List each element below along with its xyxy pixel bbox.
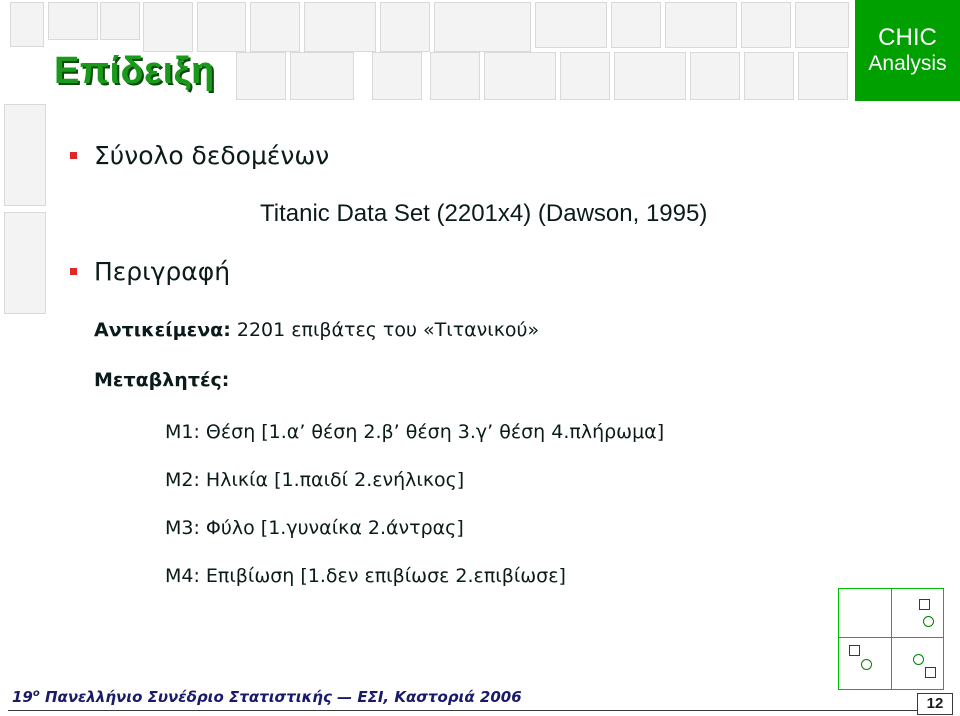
green-circle-icon <box>913 654 924 665</box>
bullet-square-icon <box>70 268 77 275</box>
decorative-tile <box>434 2 531 52</box>
decorative-tile <box>614 52 686 100</box>
page-number: 12 <box>917 693 953 715</box>
footer-conference: Πανελλήνιο Συνέδριο Στατιστικής — ΕΣΙ, Καστοριά 2006 <box>39 688 522 706</box>
decorative-tile <box>197 2 246 52</box>
decorative-tile <box>430 52 480 100</box>
decorative-tile <box>380 2 430 52</box>
green-circle-icon <box>923 616 934 627</box>
variables-label <box>94 369 229 391</box>
decorative-tile <box>304 2 376 52</box>
bullet-dataset <box>70 141 329 170</box>
decorative-tile <box>372 52 422 100</box>
variable-m4: Μ4: Επιβίωση [1.δεν επιβίωσε 2.επιβίωσε] <box>165 565 566 587</box>
bullet-square-icon <box>70 152 77 159</box>
variables-label-text: Μεταβλητές: <box>94 369 230 391</box>
bullet-description <box>70 257 230 286</box>
brand-logo <box>855 0 960 101</box>
red-square-icon <box>849 645 860 656</box>
red-square-icon <box>925 667 936 678</box>
bullet-label: Περιγραφή <box>94 257 231 286</box>
decorative-tile <box>795 2 849 48</box>
decorative-tile <box>290 52 354 100</box>
decorative-tile <box>690 52 740 100</box>
variable-m2: Μ2: Ηλικία [1.παιδί 2.ενήλικος] <box>165 469 465 491</box>
decorative-tile <box>741 2 791 48</box>
decorative-tile <box>4 104 46 206</box>
decorative-tile <box>236 52 286 100</box>
decorative-tile <box>535 2 607 48</box>
slide-title: Επίδειξη <box>54 50 215 92</box>
objects-value: 2201 επιβάτες του «Τιτανικού» <box>230 319 540 341</box>
bullet-label: Σύνολο δεδομένων <box>94 141 330 170</box>
footer-ordinal: ο <box>32 688 40 699</box>
decorative-tile <box>744 52 794 100</box>
red-square-icon <box>919 599 930 610</box>
grid-divider <box>839 637 943 638</box>
decorative-tile <box>143 2 193 52</box>
brand-line-1: CHIC <box>878 24 937 51</box>
decorative-tile <box>10 2 44 47</box>
decorative-tile <box>48 2 98 40</box>
footer-text <box>12 688 522 706</box>
brand-line-2: Analysis <box>868 52 947 75</box>
decorative-grid-icon <box>838 588 944 690</box>
dataset-line: Titanic Data Set (2201x4) (Dawson, 1995) <box>260 200 708 227</box>
variable-m1: Μ1: Θέση [1.α’ θέση 2.β’ θέση 3.γ’ θέση 4.πλήρωμα] <box>165 421 665 443</box>
decorative-tile <box>665 2 737 48</box>
decorative-tile <box>798 52 848 100</box>
decorative-tile <box>484 52 556 100</box>
objects-line <box>94 319 539 341</box>
footer-divider <box>8 710 952 711</box>
footer-number: 19 <box>12 688 33 706</box>
decorative-tile <box>250 2 300 52</box>
objects-label: Αντικείμενα: <box>94 319 231 341</box>
grid-divider <box>891 589 892 689</box>
variable-m3: Μ3: Φύλο [1.γυναίκα 2.άντρας] <box>165 517 464 539</box>
decorative-tile <box>100 2 140 40</box>
decorative-tile <box>4 212 46 314</box>
decorative-tile <box>611 2 661 48</box>
green-circle-icon <box>861 659 872 670</box>
decorative-tile <box>560 52 610 100</box>
